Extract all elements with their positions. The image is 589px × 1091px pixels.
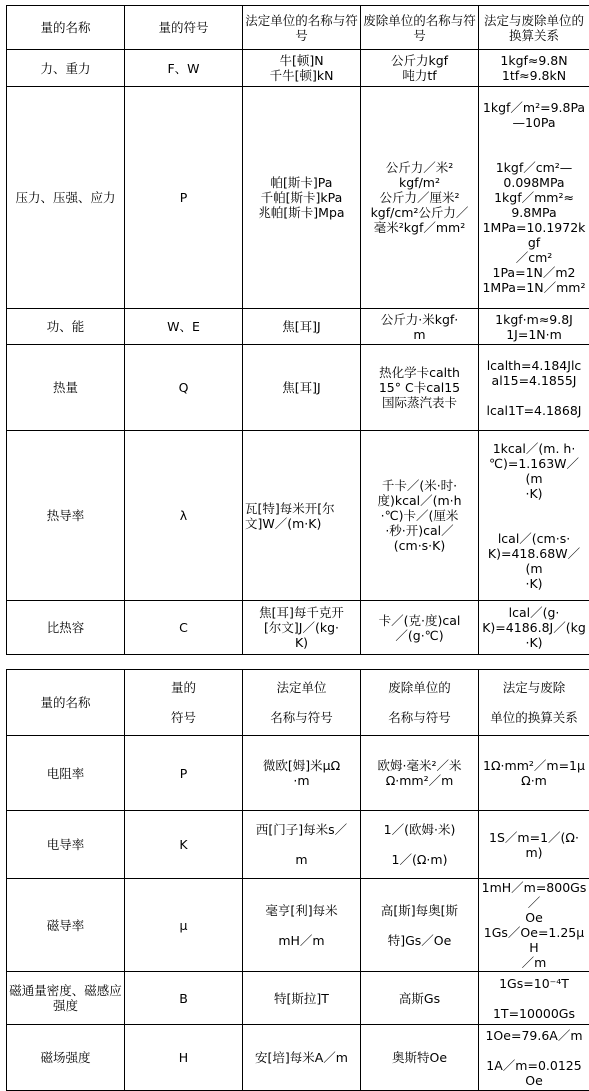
quantity-symbol: F、W (125, 50, 243, 87)
header-cell: 法定与废除 单位的换算关系 (479, 670, 589, 736)
units-table-1 (6, 5, 589, 655)
abolished-unit: 公斤力／米² kgf/m² 公斤力／厘米² kgf/cm²公斤力／ 毫米²kgf／mm² (361, 87, 479, 309)
table-row (7, 811, 589, 879)
abolished-unit: 千卡／(米·时· 度)kcal／(m·h ·℃)卡／(厘米 ·秒·开)cal／ (cm·s·K) (361, 431, 479, 601)
quantity-symbol: Q (125, 345, 243, 431)
quantity-name: 电阻率 (7, 736, 125, 811)
header-cell: 量的名称 (7, 6, 125, 50)
legal-unit: 焦[耳]J (243, 309, 361, 345)
quantity-name: 力、重力 (7, 50, 125, 87)
quantity-symbol: K (125, 811, 243, 879)
legal-unit: 瓦[特]每米开[尔 文]W／(m·K) (243, 431, 361, 601)
table-row (7, 87, 589, 309)
abolished-unit: 高斯Gs (361, 972, 479, 1025)
quantity-name: 磁通量密度、磁感应强度 (7, 972, 125, 1025)
legal-unit: 安[培]每米A／m (243, 1025, 361, 1091)
abolished-unit: 1／(欧姆·米) 1／(Ω·m) (361, 811, 479, 879)
table-row (7, 309, 589, 345)
table-row (7, 431, 589, 601)
table-row (7, 601, 589, 655)
legal-unit: 特[斯拉]T (243, 972, 361, 1025)
header-row (7, 670, 589, 736)
conversion: 1kgf／m²=9.8Pa —10Pa 1kgf／cm²— 0.098MPa 1kgf／mm²≈ 9.8MPa 1MPa=10.1972kgf ／cm² 1Pa=1N／m2 1MPa=1N／mm² (479, 87, 589, 309)
quantity-name: 比热容 (7, 601, 125, 655)
table-row (7, 879, 589, 972)
table-row (7, 1025, 589, 1091)
quantity-name: 热量 (7, 345, 125, 431)
header-cell: 法定单位 名称与符号 (243, 670, 361, 736)
legal-unit: 帕[斯卡]Pa 千帕[斯卡]kPa 兆帕[斯卡]Mpa (243, 87, 361, 309)
conversion: 1Gs=10⁻⁴T 1T=10000Gs (479, 972, 589, 1025)
conversion: 1Oe=79.6A／m 1A／m=0.0125 Oe (479, 1025, 589, 1091)
quantity-name: 功、能 (7, 309, 125, 345)
header-cell: 法定单位的名称与符号 (243, 6, 361, 50)
conversion: 1kgf≈9.8N 1tf≈9.8kN (479, 50, 589, 87)
abolished-unit: 公斤力kgf 吨力tf (361, 50, 479, 87)
header-cell: 法定与废除单位的换算关系 (479, 6, 589, 50)
conversion: lcalth=4.184Jlc al15=4.1855J lcal1T=4.1868J (479, 345, 589, 431)
quantity-name: 热导率 (7, 431, 125, 601)
quantity-name: 磁场强度 (7, 1025, 125, 1091)
quantity-name: 压力、压强、应力 (7, 87, 125, 309)
legal-unit: 焦[耳]J (243, 345, 361, 431)
table-row (7, 50, 589, 87)
legal-unit: 毫亨[利]每米 mH／m (243, 879, 361, 972)
units-table-2 (6, 669, 589, 1091)
quantity-symbol: H (125, 1025, 243, 1091)
legal-unit: 微欧[姆]米μΩ ·m (243, 736, 361, 811)
quantity-symbol: W、E (125, 309, 243, 345)
header-cell: 量的名称 (7, 670, 125, 736)
table-row (7, 345, 589, 431)
abolished-unit: 欧姆·毫米²／米 Ω·mm²／m (361, 736, 479, 811)
quantity-symbol: P (125, 87, 243, 309)
conversion: 1mH／m=800Gs／ Oe 1Gs／Oe=1.25μH ／m (479, 879, 589, 972)
header-cell: 量的符号 (125, 6, 243, 50)
legal-unit: 焦[耳]每千克开 [尔文]J／(kg· K) (243, 601, 361, 655)
abolished-unit: 高[斯]每奥[斯 特]Gs／Oe (361, 879, 479, 972)
quantity-symbol: P (125, 736, 243, 811)
conversion: 1S／m=1／(Ω· m) (479, 811, 589, 879)
conversion: 1kcal／(m. h· ℃)=1.163W／(m ·K) lcal／(cm·s· K)=418.68W／(m ·K) (479, 431, 589, 601)
conversion: lcal／(g· K)=4186.8J／(kg ·K) (479, 601, 589, 655)
abolished-unit: 卡／(克·度)cal ／(g·℃) (361, 601, 479, 655)
conversion: 1kgf·m≈9.8J 1J=1N·m (479, 309, 589, 345)
quantity-symbol: B (125, 972, 243, 1025)
header-cell: 废除单位的 名称与符号 (361, 670, 479, 736)
legal-unit: 西[门子]每米s／ m (243, 811, 361, 879)
header-cell: 量的 符号 (125, 670, 243, 736)
table-row (7, 972, 589, 1025)
conversion: 1Ω·mm²／m=1μ Ω·m (479, 736, 589, 811)
legal-unit: 牛[顿]N 千牛[顿]kN (243, 50, 361, 87)
table-row (7, 736, 589, 811)
header-row (7, 6, 589, 50)
abolished-unit: 奥斯特Oe (361, 1025, 479, 1091)
abolished-unit: 公斤力·米kgf· m (361, 309, 479, 345)
quantity-name: 电导率 (7, 811, 125, 879)
header-cell: 废除单位的名称与符号 (361, 6, 479, 50)
quantity-name: 磁导率 (7, 879, 125, 972)
quantity-symbol: λ (125, 431, 243, 601)
quantity-symbol: μ (125, 879, 243, 972)
quantity-symbol: C (125, 601, 243, 655)
abolished-unit: 热化学卡calth 15° C卡cal15 国际蒸汽表卡 (361, 345, 479, 431)
